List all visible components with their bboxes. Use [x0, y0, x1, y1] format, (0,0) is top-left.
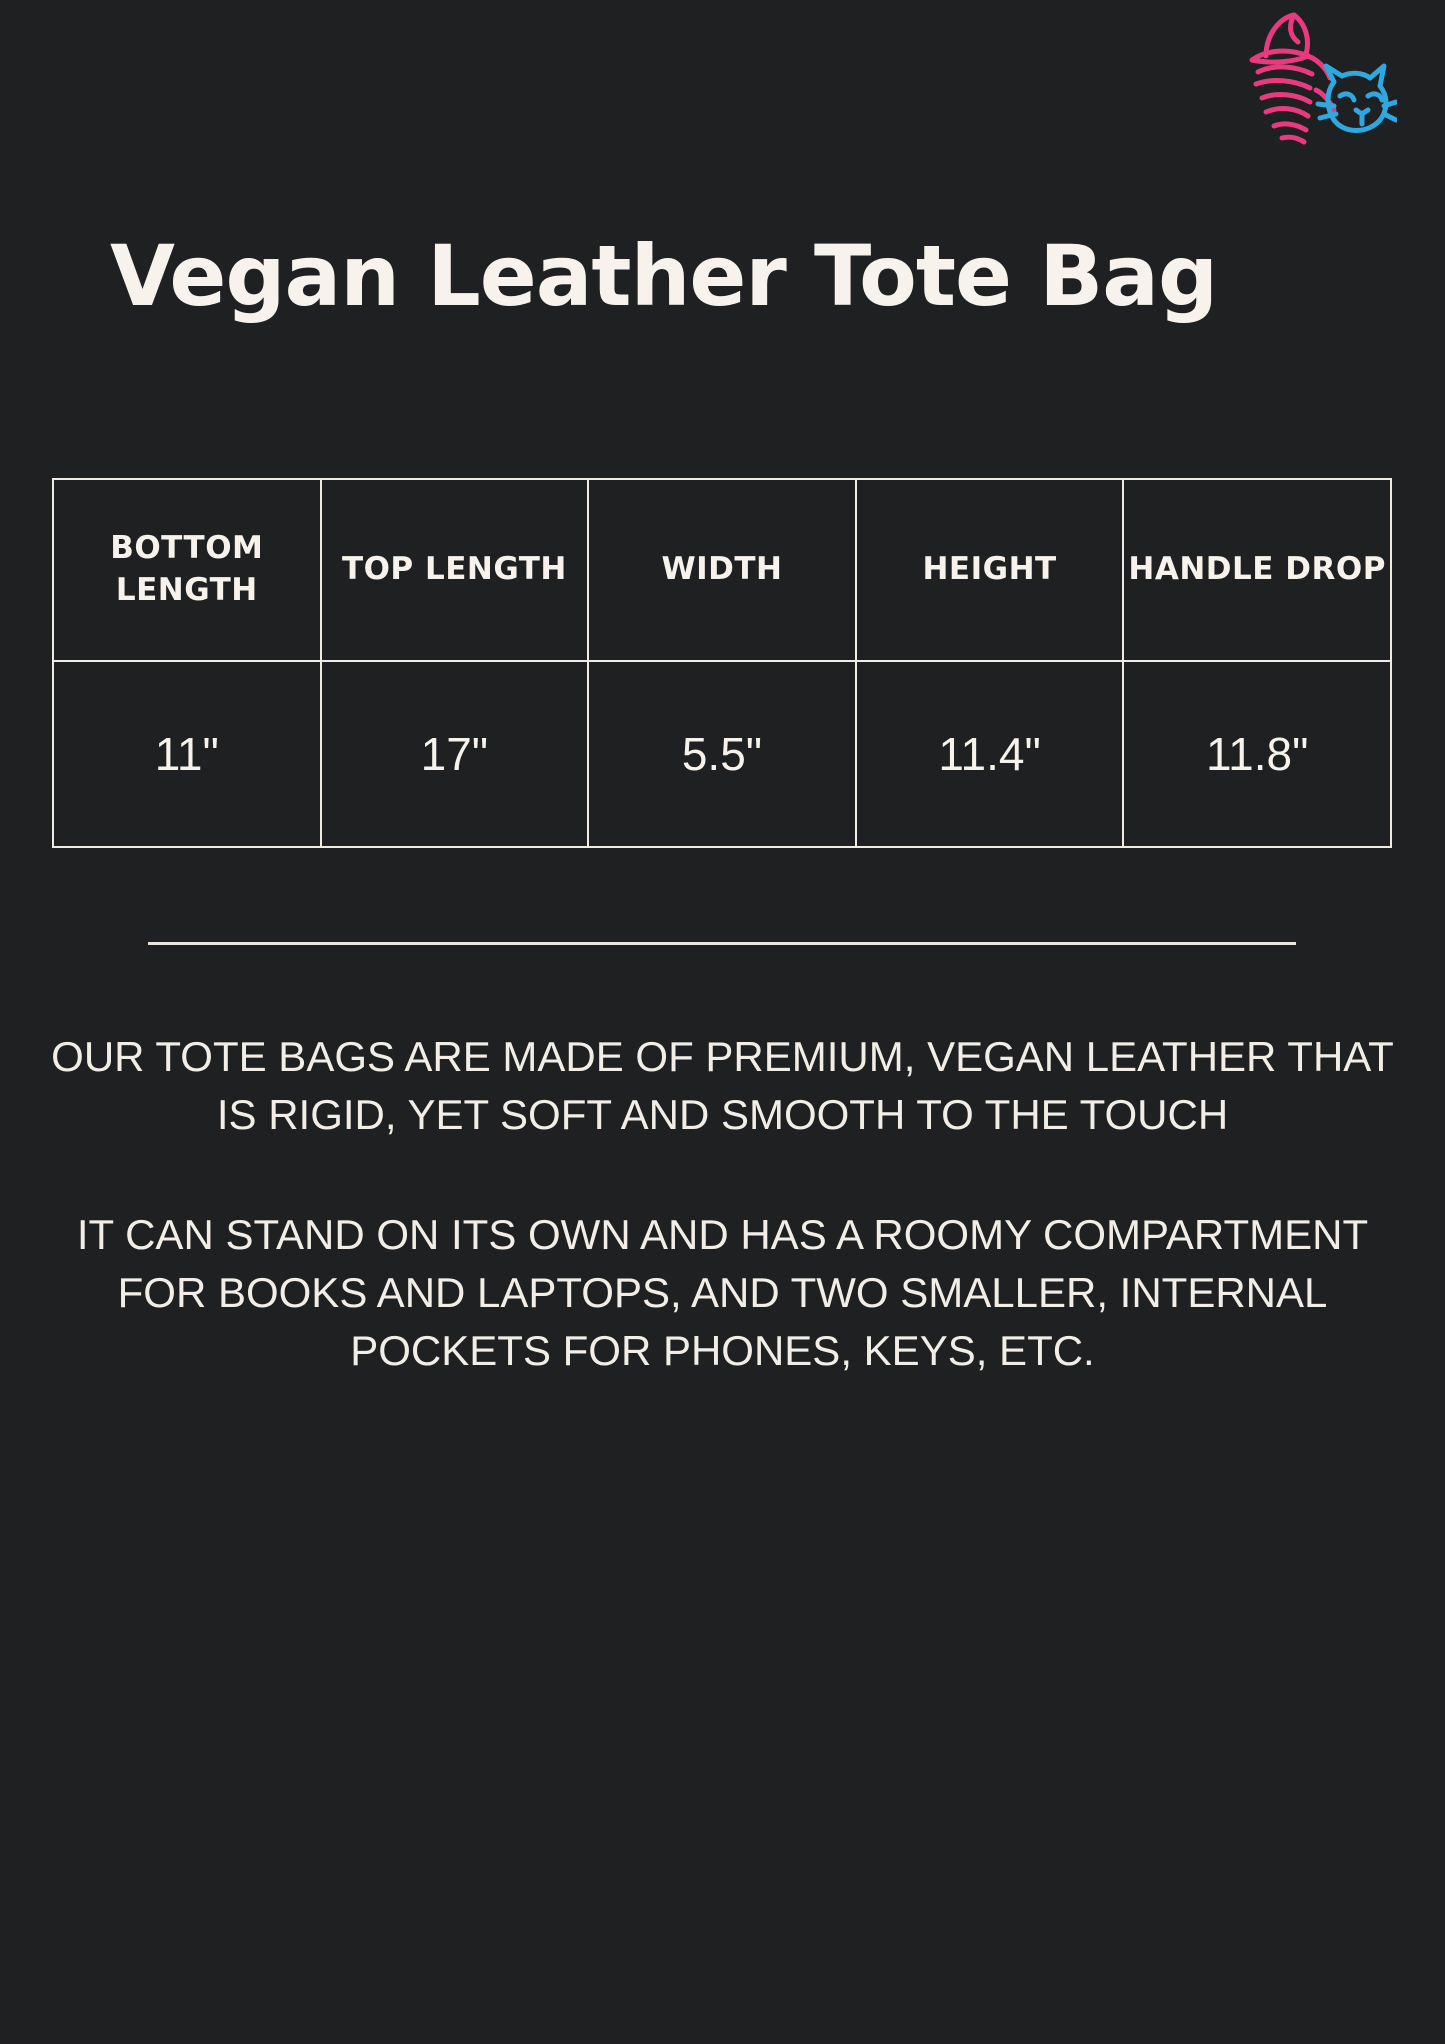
table-cell-height: 11.4" — [856, 661, 1124, 847]
description-paragraph-2: IT CAN STAND ON ITS OWN AND HAS A ROOMY COMPARTMENT FOR BOOKS AND LAPTOPS, AND TWO SMALLER, INTERNAL POCKETS FOR PHONES, KEYS, ETC. — [76, 1210, 1369, 1374]
table-cell-handle-drop: 11.8" — [1123, 661, 1391, 847]
description-block — [50, 1028, 1395, 1380]
table-header-handle-drop: HANDLE DROP — [1123, 479, 1391, 661]
table-header-row — [53, 479, 1391, 661]
page-title: Vegan Leather Tote Bag — [110, 227, 1218, 326]
witch-and-cat-icon — [1222, 10, 1397, 170]
table-cell-width: 5.5" — [588, 661, 856, 847]
table-header-top-length: TOP LENGTH — [321, 479, 589, 661]
table-header-height: HEIGHT — [856, 479, 1124, 661]
description-paragraph-1: OUR TOTE BAGS ARE MADE OF PREMIUM, VEGAN LEATHER THAT IS RIGID, YET SOFT AND SMOOTH TO THE TOUCH — [51, 1033, 1394, 1138]
dimensions-table — [52, 478, 1392, 848]
table-cell-bottom-length: 11" — [53, 661, 321, 847]
brand-logo — [1222, 10, 1397, 170]
table-header-width: WIDTH — [588, 479, 856, 661]
section-divider — [148, 942, 1296, 945]
table-header-bottom-length: BOTTOM LENGTH — [53, 479, 321, 661]
table-row — [53, 661, 1391, 847]
table-cell-top-length: 17" — [321, 661, 589, 847]
